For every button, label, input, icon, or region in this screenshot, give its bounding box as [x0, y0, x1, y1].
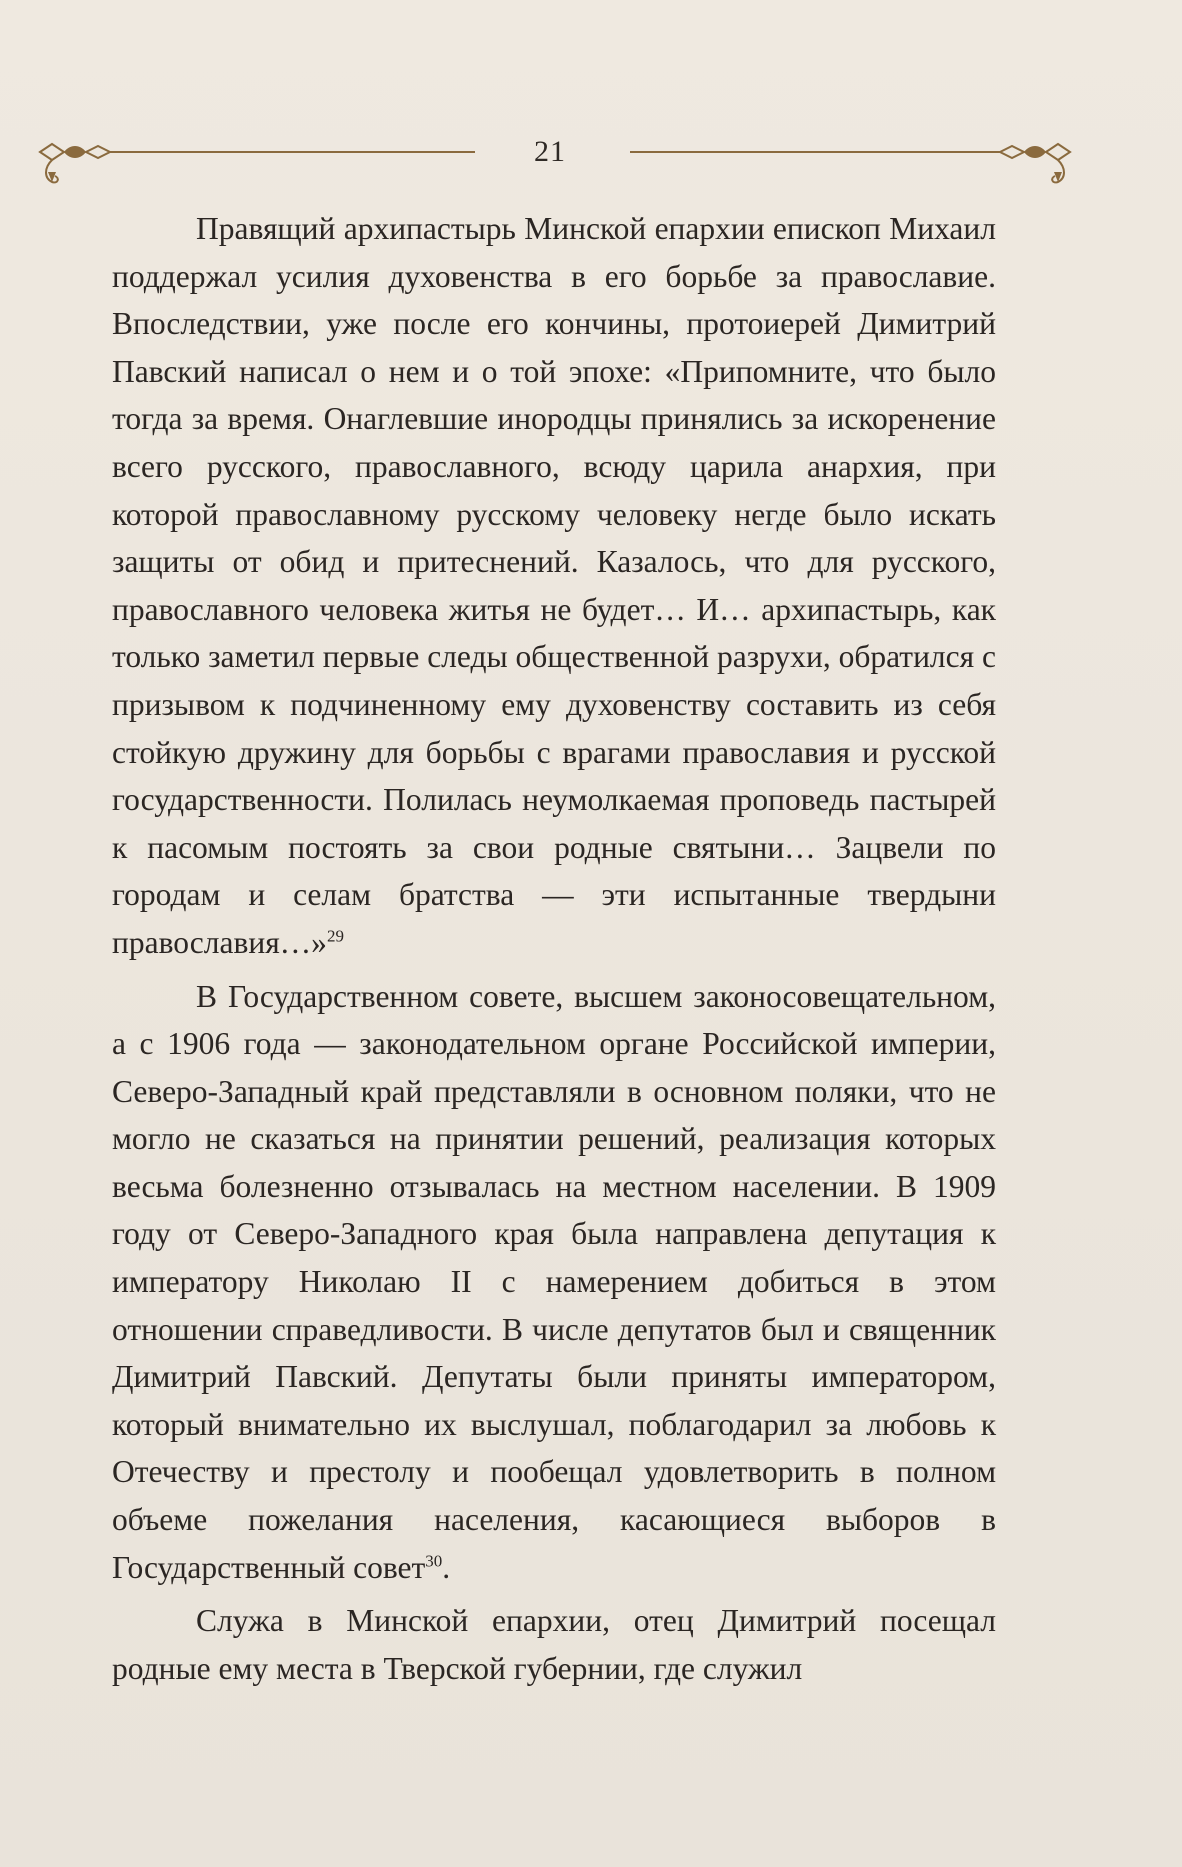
body-text: [112, 205, 996, 1696]
paragraph: [112, 205, 996, 967]
paragraph-text: Правящий архипастырь Минской епархии епископ Михаил поддержал усилия духовенства в его борьбе за православие. Впоследствии, уже после его кончины, протоиерей Димитрий Павский написал о нем и о той эпохе: «Припомните, что было тогда за время. Онаглевшие инородцы принялись за искоренение всего русского, православного, всюду царила анархия, при которой православному русскому человеку негде было искать защиты от обид и притеснений. Казалось, что для русского, православного человека житья не будет… И… архипастырь, как только заметил первые следы общественной разрухи, обратился с призывом к подчиненному ему духовенству составить из себя стойкую дружину для борьбы с врагами православия и русской государственности. Полилась неумолкаемая проповедь пастырей к пасомым постоять за свои родные святыни… Зацвели по городам и селам братства — эти испытанные твердыни православия…»: [112, 211, 996, 960]
paragraph-text: Служа в Минской епархии, отец Димитрий посещал родные ему места в Тверской губернии, где служил: [112, 1603, 996, 1686]
page-number: 21: [534, 135, 566, 168]
paragraph-trailing: .: [442, 1549, 451, 1585]
footnote-ref[interactable]: 29: [326, 926, 344, 946]
paragraph: [112, 973, 996, 1592]
paragraph: [112, 1597, 996, 1692]
footnote-ref[interactable]: 30: [425, 1551, 443, 1571]
paragraph-text: В Государственном совете, высшем законосовещательном, а с 1906 года — законодательном органе Российской империи, Северо-Западный край представляли в основном поляки, что не могло не сказаться на принятии решений, реализация которых весьма болезненно отзывалась на местном населении. В 1909 году от Северо-Западного края была направлена депутация к императору Николаю II с намерением добиться в этом отношении справедливости. В числе депутатов был и священник Димитрий Павский. Депутаты были приняты императором, который внимательно их выслушал, поблагодарил за любовь к Отечеству и престолу и пообещал удовлетворить в полном объеме пожелания населения, касающиеся выборов в Государственный совет: [112, 978, 996, 1585]
